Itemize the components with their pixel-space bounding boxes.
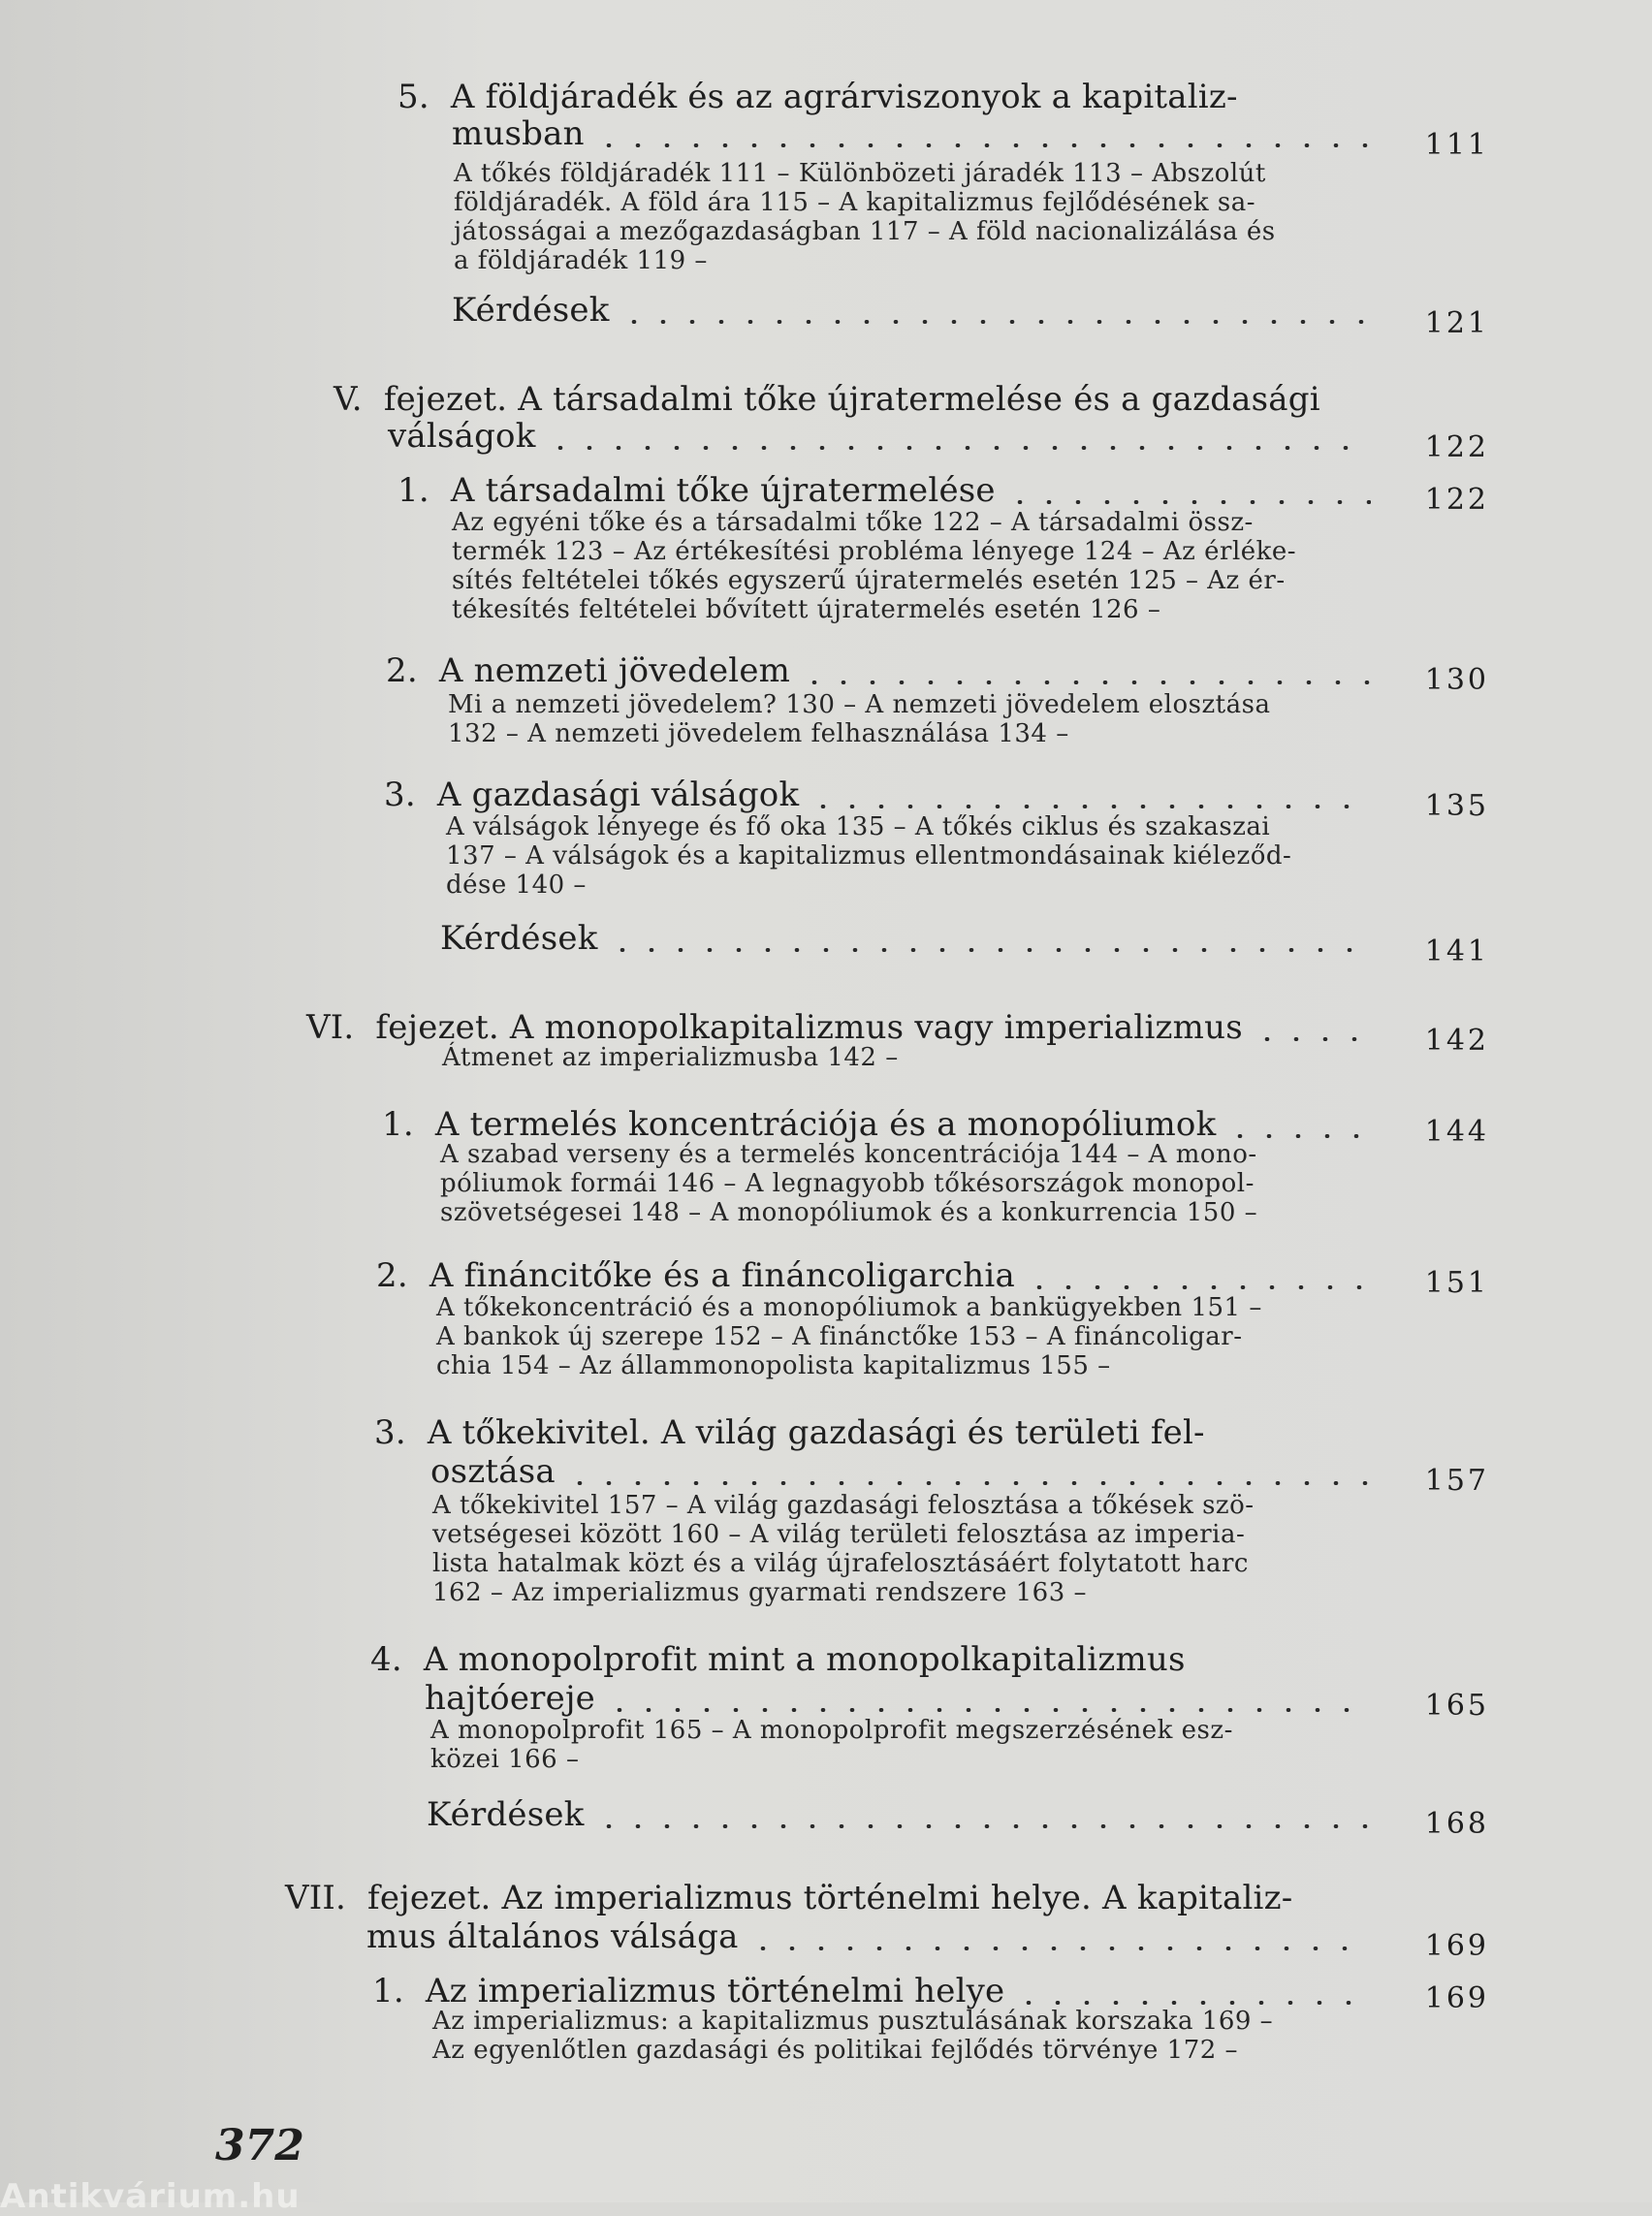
toc-entry-questions [440, 919, 1379, 958]
page-number: 130 [1424, 663, 1489, 697]
entry-title: A tőkekivitel. A világ gazdasági és területi fel- [427, 1413, 1205, 1452]
page-folio-number: 372 [215, 2121, 304, 2170]
desc-line: dése 140 – [446, 871, 587, 900]
desc-line: Az imperializmus: a kapitalizmus pusztulásának korszaka 169 – [432, 2007, 1274, 2036]
desc-line: lista hatalmak közt és a világ újrafelosztásáért folytatott harc [432, 1549, 1249, 1578]
page-number: 122 [1424, 483, 1489, 517]
desc-line: chia 154 – Az állammonopolista kapitalizmus 155 – [436, 1351, 1111, 1380]
desc-line: Az egyéni tőke és a társadalmi tőke 122 – A társadalmi össz- [452, 508, 1254, 537]
toc-chapter-5 [334, 380, 1379, 419]
questions-title: Kérdések [440, 919, 598, 958]
entry-description [448, 690, 1270, 748]
toc-entry-s5 [397, 78, 1377, 116]
desc-line: tékesítés feltételei bővített újratermelés esetén 126 – [452, 595, 1161, 624]
desc-line: sítés feltételei tőkés egyszerű újratermelés esetén 125 – Az ér- [452, 566, 1286, 595]
page-number: 141 [1424, 934, 1489, 968]
chapter-number: VI. [306, 1008, 355, 1047]
toc-chapter-7 [285, 1879, 1379, 1917]
desc-line: Mi a nemzeti jövedelem? 130 – A nemzeti jövedelem elosztása [448, 690, 1271, 719]
page-number: 151 [1424, 1266, 1489, 1300]
entry-description [440, 1140, 1257, 1227]
toc-entry-s5-cont [452, 114, 1379, 153]
desc-line: vetségesei között 160 – A világ területi felosztása az imperia- [432, 1520, 1246, 1549]
desc-line: a földjáradék 119 – [454, 246, 708, 275]
chapter-title: fejezet. A monopolkapitalizmus vagy imperializmus [375, 1008, 1243, 1047]
chapter-number: VII. [285, 1879, 347, 1917]
entry-description [430, 1716, 1233, 1774]
entry-number: 4. [370, 1640, 402, 1679]
entry-title: A monopolprofit mint a monopolkapitalizmus [423, 1640, 1186, 1679]
desc-line: A bankok új szerepe 152 – A finánctőke 153 – A fináncoligar- [436, 1322, 1243, 1351]
entry-title: A gazdasági válságok [436, 776, 800, 814]
toc-chapter-6 [306, 1008, 1379, 1047]
toc-chapter-7-cont [366, 1917, 1379, 1956]
desc-line: A tőkekoncentráció és a monopóliumok a bankügyekben 151 – [436, 1293, 1262, 1322]
page-number: 142 [1424, 1024, 1489, 1058]
entry-title: Az imperializmus történelmi helye [425, 1972, 1005, 2010]
toc-entry-c6s3-cont [430, 1452, 1379, 1491]
desc-line: A válságok lényege és fő oka 135 – A tőkés ciklus és szakaszai [446, 812, 1271, 841]
page-number: 144 [1424, 1115, 1489, 1149]
desc-line: közei 166 – [430, 1745, 580, 1774]
toc-entry-questions [427, 1795, 1379, 1834]
entry-number: 1. [382, 1105, 414, 1144]
desc-line: játosságai a mezőgazdaságban 117 – A föld nacionalizálása és [454, 217, 1276, 246]
page-number: 157 [1424, 1464, 1489, 1498]
questions-title: Kérdések [452, 291, 610, 330]
toc-entry-c6s3 [374, 1413, 1379, 1452]
entry-description [446, 812, 1291, 900]
entry-title: A nemzeti jövedelem [438, 651, 791, 690]
toc-entry-c5s2 [386, 651, 1379, 690]
page-number: 165 [1424, 1689, 1489, 1723]
entry-number: 2. [386, 651, 418, 690]
desc-line: szövetségesei 148 – A monopóliumok és a konkurrencia 150 – [440, 1198, 1258, 1227]
desc-line: termék 123 – Az értékesítési probléma lényege 124 – Az érléke- [452, 537, 1297, 566]
page-number: 169 [1424, 1929, 1489, 1963]
chapter-title-cont: válságok [388, 417, 536, 456]
toc-entry-c5s3 [384, 776, 1379, 814]
page-number: 168 [1424, 1807, 1489, 1841]
desc-line: A tőkés földjáradék 111 – Különbözeti járadék 113 – Abszolút [454, 159, 1266, 188]
entry-number: 2. [376, 1256, 408, 1295]
toc-entry-c6s4 [370, 1640, 1379, 1679]
entry-description [436, 1293, 1262, 1380]
entry-description [452, 508, 1296, 624]
page-number: 122 [1424, 430, 1489, 464]
toc-entry-c6s1 [382, 1105, 1379, 1144]
entry-number: 3. [384, 776, 416, 814]
entry-number: 3. [374, 1413, 406, 1452]
chapter-title: fejezet. A társadalmi tőke újratermelése és a gazdasági [383, 380, 1320, 419]
desc-line: A szabad verseny és a termelés koncentrációja 144 – A mono- [440, 1140, 1257, 1169]
page-number: 121 [1424, 306, 1489, 340]
toc-entry-questions [452, 291, 1379, 330]
toc-entry-c5s1 [397, 471, 1379, 510]
entry-number: 1. [397, 471, 429, 510]
desc-line: földjáradék. A föld ára 115 – A kapitalizmus fejlődésének sa- [454, 188, 1256, 217]
desc-line: Az egyenlőtlen gazdasági és politikai fejlődés törvénye 172 – [432, 2036, 1239, 2065]
desc-line: Átmenet az imperializmusba 142 – [442, 1043, 899, 1072]
entry-title: A fináncitőke és a fináncoligarchia [429, 1256, 1015, 1295]
toc-chapter-5-cont [388, 417, 1379, 456]
entry-title: A termelés koncentrációja és a monopóliumok [434, 1105, 1217, 1144]
questions-title: Kérdések [427, 1795, 585, 1834]
entry-title: A földjáradék és az agrárviszonyok a kapitaliz- [450, 78, 1238, 116]
toc-entry-c6s4-cont [425, 1679, 1379, 1718]
entry-title-cont: osztása [430, 1452, 556, 1491]
entry-description [442, 1043, 899, 1072]
entry-description [454, 159, 1276, 275]
watermark-text: Antikvárium.hu [0, 2177, 301, 2216]
desc-line: 137 – A válságok és a kapitalizmus ellentmondásainak kiéleződ- [446, 841, 1292, 871]
page-number: 169 [1424, 1981, 1489, 2015]
page-number: 111 [1424, 128, 1489, 162]
entry-title: A társadalmi tőke újratermelése [450, 471, 996, 510]
desc-line: póliumok formái 146 – A legnagyobb tőkésországok monopol- [440, 1169, 1255, 1198]
desc-line: 132 – A nemzeti jövedelem felhasználása 134 – [448, 719, 1069, 748]
entry-description [432, 2007, 1273, 2065]
chapter-title: fejezet. Az imperializmus történelmi helye. A kapitaliz- [367, 1879, 1293, 1917]
chapter-title-cont: mus általános válsága [366, 1917, 739, 1956]
entry-number: 5. [397, 78, 429, 116]
entry-title-cont: hajtóereje [425, 1679, 596, 1718]
toc-entry-c7s1 [372, 1972, 1379, 2010]
entry-number: 1. [372, 1972, 404, 2010]
chapter-number: V. [334, 380, 363, 419]
desc-line: A tőkekivitel 157 – A világ gazdasági felosztása a tőkések szö- [432, 1491, 1255, 1520]
page-number: 135 [1424, 789, 1489, 823]
toc-entry-c6s2 [376, 1256, 1379, 1295]
desc-line: A monopolprofit 165 – A monopolprofit megszerzésének esz- [430, 1716, 1233, 1745]
desc-line: 162 – Az imperializmus gyarmati rendszere 163 – [432, 1578, 1088, 1607]
entry-description [432, 1491, 1255, 1607]
entry-title-cont: musban [452, 114, 585, 153]
